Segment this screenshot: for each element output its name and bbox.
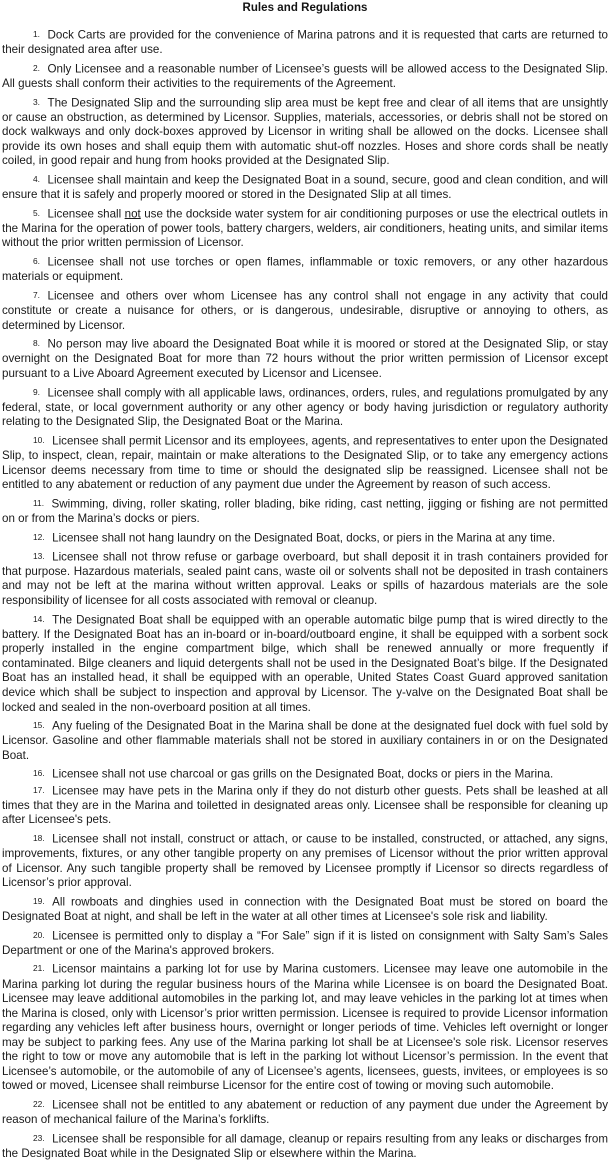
rule-text: Any fueling of the Designated Boat in the Marina shall be done at the designated fuel dock with fuel sold by Licensor. Gasoline and other flammable materials shall not be stored in auxiliary containers in or on the Designated Boat. [2,719,608,762]
rule-number: 20. [33,929,45,940]
rule-text: Only Licensee and a reasonable number of Licensee’s guests will be allowed access to the Designated Slip. All guests shall conform their activities to the requirements of the Agreement. [2,62,608,90]
rule-number: 12. [33,531,45,542]
page-title: Rules and Regulations [242,2,368,14]
rule-text: Licensee shall comply with all applicable laws, ordinances, orders, rules, and regulations promulgated by any federal, state, or local government authority or any other agency or body having jurisdiction or regulatory authority relating to the Designated Slip, the Designated Boat or the Marina. [2,386,608,429]
rule-number: 23. [33,1132,45,1143]
rule-item [2,1097,608,1128]
rule-number: 18. [33,832,45,843]
rule-item [2,172,608,203]
rule-text: The Designated Slip and the surrounding slip area must be kept free and clear of all items that are unsightly or cause an obstruction, as determined by Licensor. Supplies, materials, accessories, or debris shall not be stored on dock walkways and only dock-boxes approved by Licensor in writing shall be allowed on the docks. Licensee shall provide its own hoses and shall equip them with automatic shut-off nozzles. Hoses and shore cords shall be neatly coiled, in good repair and hung from hooks provided at the Designated Slip. [2,96,608,168]
rule-item [2,612,608,715]
rule-number: 2. [33,62,40,73]
rule-item [2,336,608,381]
rule-number: 15. [33,720,45,731]
rule-item [2,254,608,285]
rule-text: Swimming, diving, roller skating, roller blading, bike riding, cast netting, jigging or fishing are not permitted on or from the Marina’s docks or piers. [2,497,608,525]
rule-item [2,961,608,1094]
rule-number: 14. [33,613,45,624]
rule-text: Licensee shall not hang laundry on the Designated Boat, docks, or piers in the Marina at any time. [52,531,556,545]
rule-number: 6. [33,256,40,267]
rule-number: 13. [33,550,45,561]
rule-item [2,61,608,92]
rule-item [2,1131,608,1162]
rule-text: Dock Carts are provided for the convenience of Marina patrons and it is requested that carts are returned to their designated area after use. [2,28,608,57]
rule-number: 1. [33,29,40,39]
rule-item [2,718,608,763]
rule-text: Licensee shall be responsible for all damage, cleanup or repairs resulting from any leaks or discharges from the Designated Boat while in the Designated Slip or elsewhere within the Marina. [2,1132,608,1160]
rule-number: 7. [33,289,40,300]
rule-number: 16. [33,768,45,779]
rule-number: 17. [33,784,45,795]
rule-number: 22. [33,1098,45,1109]
rule-item [2,206,608,251]
rule-number: 21. [33,963,45,974]
rule-item [2,530,608,546]
rule-number: 10. [33,434,45,445]
rule-number: 9. [33,386,40,397]
rule-item [2,385,608,430]
rule-item [2,831,608,891]
rule-number: 11. [33,497,45,508]
rule-text: Licensee shall permit Licensor and its employees, agents, and representatives to enter upon the Designated Slip, to inspect, clean, repair, maintain or make alterations to the Designated Slip, or to take any emergency actions Licensor deems necessary from time to time or should the designated slip be reassigned. Licensee shall not be entitled to any abatement or reduction of any payment due under the Agreement by reason of such access. [2,434,608,492]
rule-text: Licensee shall not use torches or open flames, inflammable or toxic removers, or any other hazardous materials or equipment. [2,255,608,284]
rule-item [2,433,608,493]
rule-item [2,27,608,58]
rule-number: 5. [33,207,40,218]
rule-text: The Designated Boat shall be equipped with an operable automatic bilge pump that is wired directly to the battery. If the Designated Boat has an in-board or in-board/outboard engine, it shall be equipped with a sorbent sock properly installed in the engine compartment bilge, which shall be renewed annually or more frequently if contaminated. Bilge cleaners and liquid detergents shall not be used in the Designated Boat’s bilge. If the Designated Boat has an installed head, it shall be equipped with an operable, United States Coast Guard approved sanitation device which shall be subject to inspection and approval by Licensor. The y-valve on the Designated Boat shall be locked and sealed in the non-overboard position at all times. [2,613,608,714]
rule-item [2,549,608,609]
rule-text: Licensee shall not install, construct or attach, or cause to be installed, constructed, or attached, any signs, improvements, fixtures, or any other tangible property on any premises of Licensor without the prior written approval of Licensor. Any such tangible property shall be removed by Licensee promptly if Licensor so directs regardless of Licensor’s prior approval. [2,832,608,890]
rule-number: 4. [33,173,40,184]
rule-text: Licensee shall maintain and keep the Designated Boat in a sound, secure, good and clean condition, and will ensure that it is safely and properly moored or stored in the Designated Slip at all times. [2,173,608,202]
rule-text: No person may live aboard the Designated Boat while it is moored or stored at the Designated Slip, or stay overnight on the Designated Boat for more than 72 hours without the prior written permission of Licensor except pursuant to a Live Aboard Agreement executed by Licensor and Licensee. [2,337,608,380]
rule-text-before-underline: Licensee shall [47,207,125,221]
rule-item [2,496,608,527]
rule-item [2,894,608,925]
rule-text: Licensee shall not use charcoal or gas grills on the Designated Boat, docks or piers in the Marina. [52,768,554,782]
rule-text-after-underline: use the dockside water system for air conditioning purposes or use the electrical outlets in the Marina for the operation of power tools, battery chargers, welders, air conditioners, heating units, and similar items without the prior written permission of Licensor. [2,207,608,250]
rules-list [2,15,608,1161]
rule-text: All rowboats and dinghies used in connection with the Designated Boat must be stored on board the Designated Boat at night, and shall be left in the water at all other times at Licensee's sole risk and liability. [2,895,608,923]
rule-number: 8. [33,338,40,349]
rule-item [2,783,608,828]
rule-text: Licensee may have pets in the Marina only if they do not disturb other guests. Pets shall be leashed at all times that they are in the Marina and toiletted in designated areas only. Licensee shall be responsible for cleaning up after Licensee's pets. [2,784,608,827]
rule-text: Licensee shall not be entitled to any abatement or reduction of any payment due under the Agreement by reason of mechanical failure of the Marina’s forklifts. [2,1098,608,1127]
rule-item [2,288,608,333]
rule-number: 19. [33,895,45,906]
rule-number: 3. [33,96,40,107]
rule-text: Licensee is permitted only to display a “For Sale” sign if it is listed on consignment with Salty Sam’s Sales Department or one of the Marina's approved brokers. [2,929,608,957]
rule-item [2,928,608,959]
rule-text: Licensor maintains a parking lot for use by Marina customers. Licensee may leave one automobile in the Marina parking lot during the regular business hours of the Marina while Licensee is on board the Designated Boat. Licensee may leave additional automobiles in the parking lot, and may leave vehicles in the parking lot at times when the Marina is closed, only with Licensor’s prior written permission. Licensee is required to provide Licensor information regarding any vehicles left after business hours, overnight or longer periods of time. Vehicles left overnight or longer may be subject to parking fees. Any use of the Marina parking lot shall be at Licensee's sole risk. Licensor reserves the right to tow or move any automobile that is left in the parking lot without Licensor’s permission. In the event that Licensee’s automobile, or the automobile of any of Licensee’s agents, licensees, guests, invitees, or employees is so towed or moved, Licensee shall reimburse Licensor for the entire cost of towing or moving such automobile. [2,962,608,1093]
rule-underlined-word: not [124,207,141,221]
rule-text: Licensee and others over whom Licensee has any control shall not engage in any activity that could constitute or create a nuisance for others, or is dangerous, undesirable, disruptive or annoying to others, as determined by Licensor. [2,289,608,332]
rule-text: Licensee shall not throw refuse or garbage overboard, but shall deposit it in trash containers provided for that purpose. Hazardous materials, sealed paint cans, waste oil or solvents shall not be deposited in trash containers and may not be left at the marina without written approval. Leaks or spills of hazardous materials are the sole responsibility of licensee for all costs associated with removal or cleanup. [2,550,608,607]
rule-item [2,95,608,169]
rule-item [2,766,608,782]
